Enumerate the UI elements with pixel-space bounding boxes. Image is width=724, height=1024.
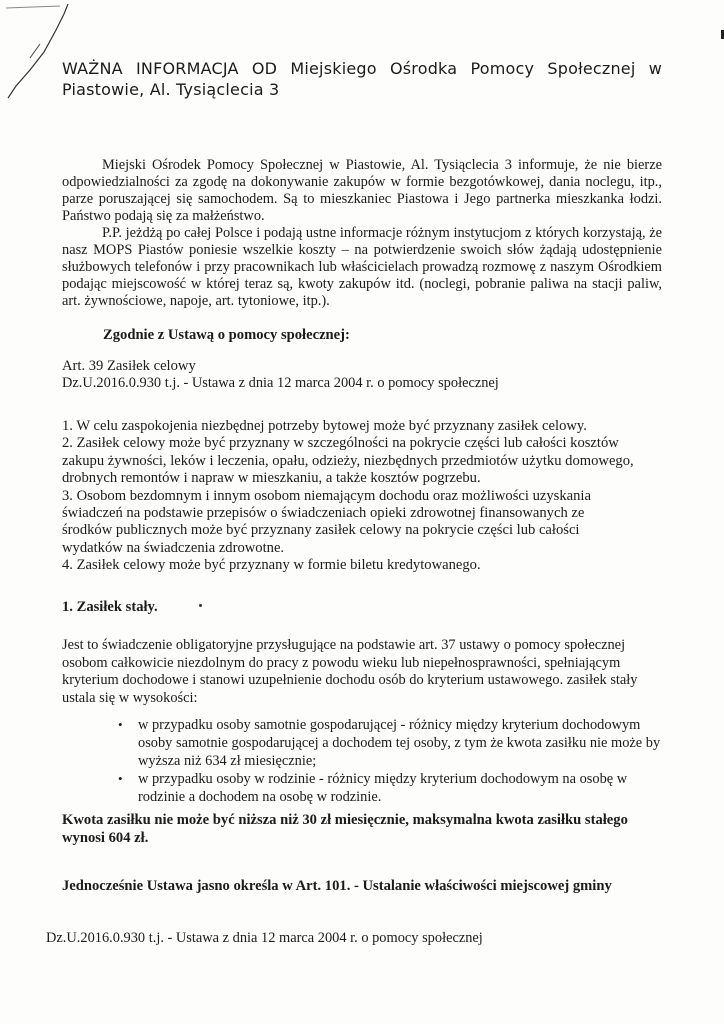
art39-point-1: 1. W celu zaspokojenia niezbędnej potrzeby bytowej może być przyznany zasiłek celowy. <box>62 418 587 434</box>
bullet-item <box>116 770 676 806</box>
bullet-item <box>116 716 676 770</box>
document-title: WAŻNA INFORMACJA OD Miejskiego Ośrodka Pomocy Społecznej w Piastowie, Al. Tysiąclecia 3 <box>62 59 662 99</box>
art39-title: Art. 39 Zasiłek celowy <box>62 358 196 374</box>
kwota-paragraph: Kwota zasiłku nie może być niższa niż 30 zł miesięcznie, maksymalna kwota zasiłku stałego wynosi 604 zł. <box>62 812 628 846</box>
zasilek-staly-heading: 1. Zasiłek stały. <box>62 599 158 615</box>
art39-points-list <box>62 418 634 575</box>
art39-reference: Dz.U.2016.0.930 t.j. - Ustawa z dnia 12 marca 2004 r. o pomocy społecznej <box>62 375 499 391</box>
bullet-icon: • <box>118 771 123 786</box>
bullet-icon: • <box>118 717 123 732</box>
art39-point-2: 2. Zasiłek celowy może być przyznany w szczególności na pokrycie części lub całości kosztów zakupu żywności, leków i leczenia, opału, odzieży, niezbędnych przedmiotów użytku domowego, drobnych remontów i napraw w mieszkaniu, a także kosztów pogrzebu. <box>62 435 634 487</box>
intro-paragraph: Miejski Ośrodek Pomocy Społecznej w Piastowie, Al. Tysiąclecia 3 informuje, że nie bierze odpowiedzialności za zgodę na dokonywanie zakupów w formie bezgotówkowej, dania noclegu, itp., parze poruszającej się samochodem. Są to mieszkaniec Piastowa i Jego partnerka mieszkanka łodzi. Państwo podają się za małżeństwo. <box>62 157 662 224</box>
bottom-reference: Dz.U.2016.0.930 t.j. - Ustawa z dnia 12 marca 2004 r. o pomocy społecznej <box>46 930 483 946</box>
jednoczesnie-line: Jednocześnie Ustawa jasno określa w Art. 101. - Ustalanie właściwości miejscowej gminy <box>62 878 612 894</box>
bullet-text-1: w przypadku osoby samotnie gospodarującej - różnicy między kryterium dochodowym osoby samotnie gospodarującej a dochodem tej osoby, z tym że kwota zasiłku nie może by wyższa niż 634 zł miesięcznie; <box>138 717 661 769</box>
bullet-text-2: w przypadku osoby w rodzinie - różnicy między kryterium dochodowym na osobę w rodzinie a dochodem na osobę w rodzinie. <box>138 771 628 805</box>
zasilek-staly-paragraph: Jest to świadczenie obligatoryjne przysługujące na podstawie art. 37 ustawy o pomocy społecznej osobom całkowicie niezdolnym do pracy z powodu wieku lub niepełnosprawności, spełniającym kryterium dochodowe i stanowi uzupełnienie dochodu osób do kryterium ustawowego. zasiłek stały ustala się w wysokości: <box>62 637 638 706</box>
pp-paragraph: P.P. jeżdżą po całej Polsce i podają ustne informacje różnym instytucjom z których korzystają, że nasz MOPS Piastów poniesie wszelkie koszty – na potwierdzenie swoich słów żądają udostępnienie służbowych telefonów i przy pracownikach lub właścicielach prowadzą rozmowę z naszym Ośrodkiem podając miejscowość w której teraz są, kwoty zakupów itd. (noclegi, pobranie paliwa na stacji paliw, art. żywnościowe, napoje, art. tytoniowe, itp.). <box>62 225 662 309</box>
stray-dot <box>199 604 202 607</box>
ustawa-heading: Zgodnie z Ustawą o pomocy społecznej: <box>103 327 350 343</box>
art39-point-3: 3. Osobom bezdomnym i innym osobom niemającym dochodu oraz możliwości uzyskania świadczeń na podstawie przepisów o świadczeniach opieki zdrowotnej finansowanych ze środków publicznych może być przyznany zasiłek celowy na pokrycie części lub całości wydatków na świadczenia zdrowotne. <box>62 487 591 556</box>
art39-point-4: 4. Zasiłek celowy może być przyznany w formie biletu kredytowanego. <box>62 557 481 574</box>
zasilek-staly-bullets <box>116 716 676 806</box>
